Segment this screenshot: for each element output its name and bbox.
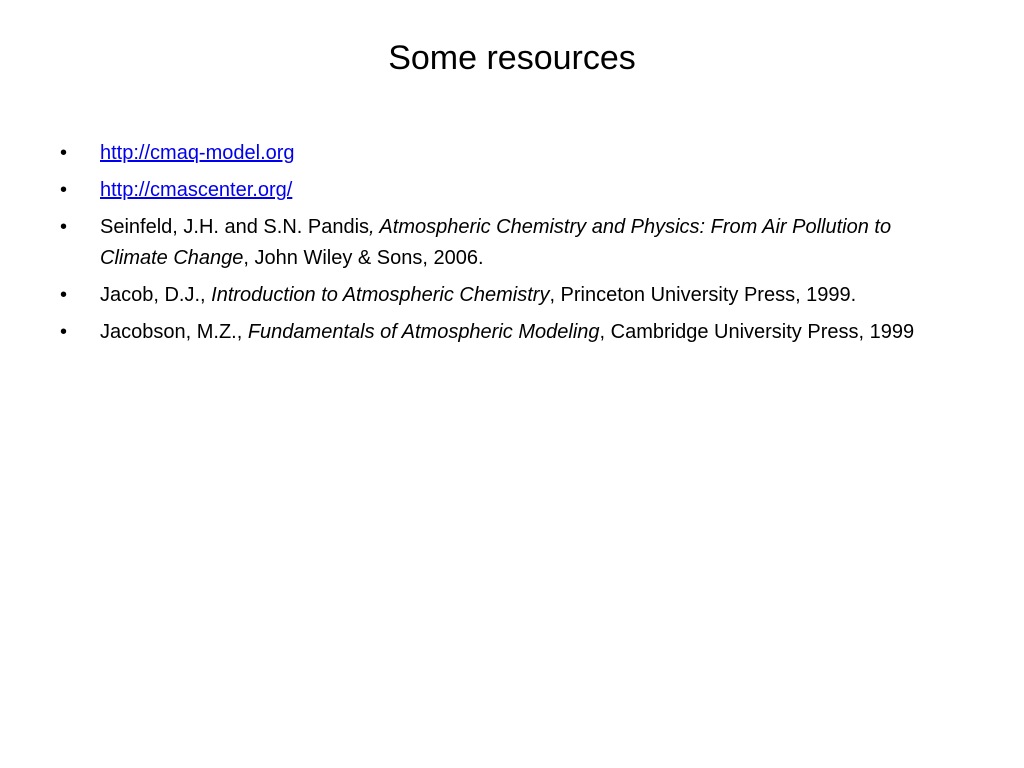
bullet-icon: • — [60, 142, 68, 164]
cmaq-model-link[interactable]: http://cmaq-model.org — [100, 142, 295, 164]
bullet-icon: • — [60, 179, 68, 201]
reference-authors: Jacobson, M.Z., — [100, 321, 248, 343]
bullet-icon: • — [60, 216, 68, 238]
reference-authors: Jacob, D.J., — [100, 284, 212, 306]
list-item-seinfeld-reference — [57, 212, 937, 274]
reference-authors: Seinfeld, J.H. and S.N. Pandis — [100, 216, 370, 238]
bullet-icon: • — [60, 321, 68, 343]
list-item-cmaq-link — [57, 138, 937, 169]
reference-publisher: , John Wiley & Sons, 2006. — [243, 247, 484, 269]
reference-publisher: , Princeton University Press, 1999. — [549, 284, 857, 306]
list-item-cmas-link — [57, 175, 937, 206]
slide-title: Some resources — [388, 39, 636, 77]
reference-title: Atmospheric Chemistry and Physics: From Air Pollution to Climate Change — [100, 216, 892, 269]
reference-title: Fundamentals of Atmospheric Modeling — [247, 321, 600, 343]
reference-publisher: , Cambridge University Press, 1999 — [599, 321, 915, 343]
bullet-icon: • — [60, 284, 68, 306]
reference-title: Introduction to Atmospheric Chemistry — [211, 284, 550, 306]
list-item-jacobson-reference — [57, 317, 937, 348]
resource-list — [57, 138, 937, 354]
cmascenter-link[interactable]: http://cmascenter.org/ — [100, 179, 293, 201]
reference-separator: , — [369, 216, 380, 238]
list-item-jacob-reference — [57, 280, 937, 311]
